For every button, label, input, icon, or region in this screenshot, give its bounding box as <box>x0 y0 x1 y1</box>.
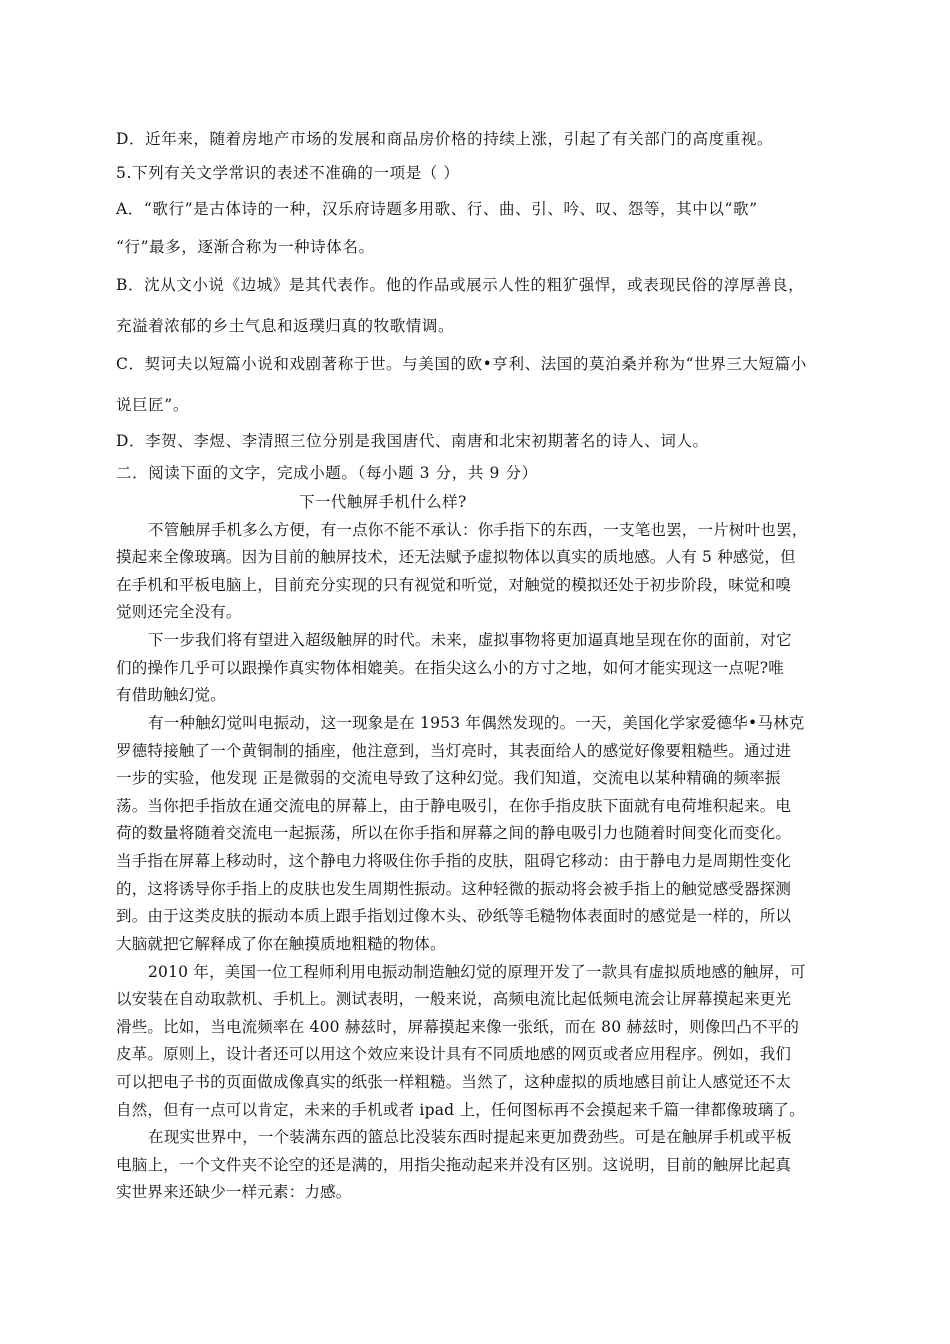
q4-option-d: D．近年来，随着房地产市场的发展和商品房价格的持续上涨，引起了有关部门的高度重视。 <box>116 130 774 148</box>
q5-option-c-line1: C．契诃夫以短篇小说和戏剧著称于世。与美国的欧•亨利、法国的莫泊桑并称为“世界三大短篇小 <box>116 355 807 373</box>
article-line: 下一步我们将有望进入超级触屏的时代。未来，虚拟事物将更加逼真地呈现在你的面前，对它 <box>148 631 792 649</box>
article-title: 下一代触屏手机什么样? <box>299 493 467 511</box>
article-line: 到。由于这类皮肤的振动本质上跟手指划过像木头、砂纸等毛糙物体表面时的感觉是一样的，所以 <box>116 907 792 925</box>
q5-option-b-line2: 充溢着浓郁的乡土气息和返璞归真的牧歌情调。 <box>116 317 455 335</box>
article-line: 自然，但有一点可以肯定，未来的手机或者 ipad 上，任何图标再不会摸起来千篇一律都像玻璃了。 <box>116 1101 805 1119</box>
article-line: 觉则还完全没有。 <box>116 603 242 621</box>
article-line: 摸起来全像玻璃。因为目前的触屏技术，还无法赋予虚拟物体以真实的质地感。人有 5 种感觉，但 <box>116 548 796 566</box>
q5-stem: 5.下列有关文学常识的表述不准确的一项是（ ） <box>116 164 460 182</box>
article-line: 一步的实验，他发现 正是微弱的交流电导致了这种幻觉。我们知道，交流电以某种精确的频率振 <box>116 769 781 787</box>
article-line: 的，这将诱导你手指上的皮肤也发生周期性振动。这种轻微的振动将会被手指上的触觉感受器探测 <box>116 880 792 898</box>
article-line: 们的操作几乎可以跟操作真实物体相媲美。在指尖这么小的方寸之地，如何才能实现这一点呢?唯 <box>116 659 784 677</box>
q5-option-d: D．李贺、李煜、李清照三位分别是我国唐代、南唐和北宋初期著名的诗人、词人。 <box>116 432 709 450</box>
article-line: 有借助触幻觉。 <box>116 686 226 704</box>
article-line: 电脑上，一个文件夹不论空的还是满的，用指尖拖动起来并没有区别。这说明，目前的触屏比起真 <box>116 1156 792 1174</box>
section2-heading: 二．阅读下面的文字，完成小题。（每小题 3 分，共 9 分） <box>116 464 538 482</box>
q5-option-a-line1: A．“歌行”是古体诗的一种，汉乐府诗题多用歌、行、曲、引、吟、叹、怨等，其中以“歌” <box>116 200 758 218</box>
article-line: 可以把电子书的页面做成像真实的纸张一样粗糙。当然了，这种虚拟的质地感目前让人感觉还不太 <box>116 1073 792 1091</box>
article-line: 皮革。原则上，设计者还可以用这个效应来设计具有不同质地感的网页或者应用程序。例如，我们 <box>116 1045 792 1063</box>
article-line: 不管触屏手机多么方便，有一点你不能不承认：你手指下的东西，一支笔也罢，一片树叶也罢， <box>148 521 808 539</box>
article-line: 在现实世界中，一个装满东西的篮总比没装东西时提起来更加费劲些。可是在触屏手机或平板 <box>148 1128 792 1146</box>
article-line: 罗德特接触了一个黄铜制的插座，他注意到，当灯亮时，其表面给人的感觉好像要粗糙些。通过进 <box>116 742 792 760</box>
article-line: 有一种触幻觉叫电振动，这一现象是在 1953 年偶然发现的。一天，美国化学家爱德华•马林克 <box>148 714 805 732</box>
article-line: 荡。当你把手指放在通交流电的屏幕上，由于静电吸引，在你手指皮肤下面就有电荷堆积起来。电 <box>116 797 792 815</box>
article-line: 实世界来还缺少一样元素：力感。 <box>116 1183 352 1201</box>
article-line: 荷的数量将随着交流电一起振荡，所以在你手指和屏幕之间的静电吸引力也随着时间变化而变化。 <box>116 824 792 842</box>
q5-option-b-line1: B．沈从文小说《边城》是其代表作。他的作品或展示人性的粗犷强悍，或表现民俗的淳厚善良， <box>116 276 805 294</box>
q5-option-a-line2: “行”最多，逐渐合称为一种诗体名。 <box>116 238 375 256</box>
article-line: 在手机和平板电脑上，目前充分实现的只有视觉和听觉，对触觉的模拟还处于初步阶段，味觉和嗅 <box>116 576 792 594</box>
q5-option-c-line2: 说巨匠”。 <box>116 396 189 414</box>
article-line: 滑些。比如，当电流频率在 400 赫兹时，屏幕摸起来像一张纸，而在 80 赫兹时，则像凹凸不平的 <box>116 1018 800 1036</box>
article-line: 大脑就把它解释成了你在触摸质地粗糙的物体。 <box>116 935 446 953</box>
article-line: 以安装在自动取款机、手机上。测试表明，一般来说，高频电流比起低频电流会让屏幕摸起来更光 <box>116 990 792 1008</box>
article-line: 当手指在屏幕上移动时，这个静电力将吸住你手指的皮肤，阻碍它移动：由于静电力是周期性变化 <box>116 852 792 870</box>
article-line: 2010 年，美国一位工程师利用电振动制造触幻觉的原理开发了一款具有虚拟质地感的触屏，可 <box>148 963 806 981</box>
